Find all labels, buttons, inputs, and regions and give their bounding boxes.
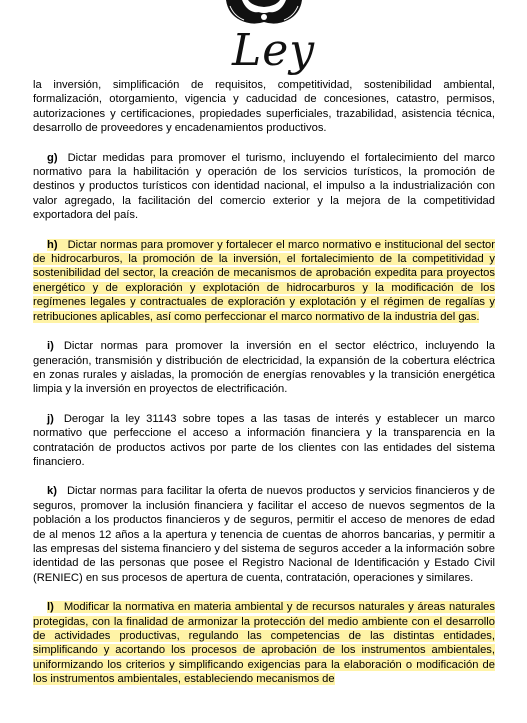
paragraph-text: Derogar la ley 31143 sobre topes a las tasas de interés y establecer un marco normativo que perfeccione el acceso a información financiera y la transparencia en la contratación de productos activos por parte de los clientes con las entidades del sistema financiero.: [33, 412, 495, 468]
paragraph-letter: j): [47, 412, 54, 425]
paragraph-text: la inversión, simplificación de requisitos, competitividad, sostenibilidad ambiental, formalización, otorgamiento, vigencia y caducidad de concesiones, catastro, permisos, autorizaciones y certificaciones, propiedades superficiales, trazabilidad, asistencia técnica, desarrollo de proveedores y encadenamientos productivos.: [33, 79, 495, 135]
paragraph-text-highlighted: Modificar la normativa en materia ambiental y de recursos naturales y áreas naturales protegidas, con la finalidad de armonizar la protección del medio ambiente con el desarrollo de actividades productivas, regulando las competencias de las distintas entidades, simplificando y acortando los procesos de aprobación de los instrumentos ambientales, uniformizando los criterios y simplificando exigencias para la elaboración o modificación de los instrumentos ambientales, estableciendo mecanismos de: [33, 601, 495, 686]
paragraph-intro: [33, 78, 495, 136]
paragraph-letter: l): [47, 601, 54, 614]
paragraph-text: Dictar normas para facilitar la oferta de nuevos productos y servicios financieros y de seguros, promover la inclusión financiera y facilitar el acceso de nuevos segmentos de la población a los productos financieros y de seguros, permitir el acceso de menores de edad de al menos 12 años a la apertura y tenencia de cuentas de ahorros bancarias, y permitir a las empresas del sistema financiero y del sistema de seguros acceder a la información sobre identidad de las personas que posee el Registro Nacional de Identificación y Estado Civil (RENIEC) en sus procesos de apertura de cuenta, contratación, operaciones y similares.: [33, 485, 495, 584]
document-header: [0, 0, 527, 82]
document-title-logo: Ley: [232, 25, 316, 76]
paragraph-letter: i): [47, 340, 54, 353]
paragraph-i: [33, 339, 495, 397]
paragraph-text-highlighted: Dictar normas para promover y fortalecer el marco normativo e institucional del sector de hidrocarburos, la promoción de la inversión, el fortalecimiento de la competitividad y sostenibilidad del sector, la creación de mecanismos de aprobación expedita para proyectos energético y de exploración y explotación de hidrocarburos y la modificación de los regímenes legales y contractuales de exploración y explotación y el régimen de regalías y retribuciones aplicables, así como perfeccionar el marco normativo de la industria del gas.: [33, 238, 495, 323]
paragraph-k: [33, 484, 495, 585]
paragraph-letter: k): [47, 485, 57, 498]
paragraph-l: [33, 600, 495, 686]
paragraph-g: [33, 151, 495, 223]
paragraph-text: Dictar normas para promover la inversión en el sector eléctrico, incluyendo la generación, transmisión y distribución de electricidad, la expansión de la cobertura eléctrica en zonas rurales y aisladas, la promoción de energías renovables y la transición energética limpia y la inversión en proyectos de electrificación.: [33, 340, 495, 396]
paragraph-text: Dictar medidas para promover el turismo, incluyendo el fortalecimiento del marco normativo para la habilitación y operación de los servicios turísticos, la promoción de destinos y productos turísticos con identidad nacional, el impulso a la industrialización con valor agregado, la facilitación del comercio exterior y la mejora de la competitividad exportadora del país.: [33, 151, 495, 222]
document-body: [33, 78, 495, 702]
paragraph-h: [33, 238, 495, 324]
paragraph-j: [33, 412, 495, 470]
paragraph-letter: g): [47, 151, 58, 164]
paragraph-letter: h): [47, 238, 58, 251]
